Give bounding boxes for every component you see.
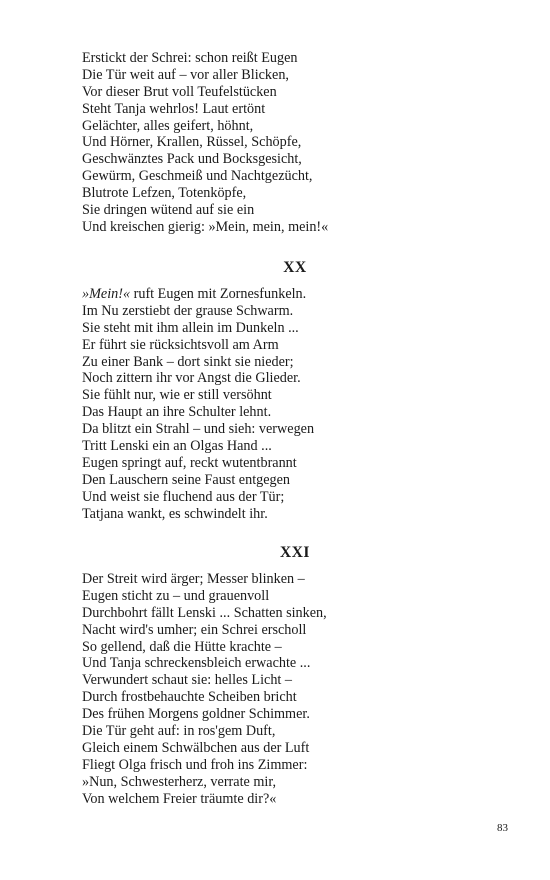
verse-italic-word: »Mein!« — [82, 286, 131, 302]
verse-line: Blutrote Lefzen, Totenköpfe, — [82, 185, 247, 202]
verse-line: Sie steht mit ihm allein im Dunkeln ... — [82, 319, 299, 336]
verse-line: Fliegt Olga frisch und froh ins Zimmer: — [82, 756, 308, 773]
verse-line: Von welchem Freier träumte dir?« — [82, 790, 277, 807]
verse-line: Eugen springt auf, reckt wutentbrannt — [82, 454, 297, 471]
verse-line: Er führt sie rücksichtsvoll am Arm — [82, 336, 279, 353]
verse-line: Nacht wird's umher; ein Schrei erscholl — [82, 621, 307, 638]
page-number: 83 — [497, 822, 508, 834]
verse-line: Da blitzt ein Strahl – und sieh: verwegen — [82, 421, 315, 438]
verse-line: Gleich einem Schwälbchen aus der Luft — [82, 739, 310, 756]
verse-line: Tritt Lenski ein an Olgas Hand ... — [82, 438, 272, 455]
verse-line: Steht Tanja wehrlos! Laut ertönt — [82, 100, 266, 117]
verse-line: Den Lauschern seine Faust entgegen — [82, 471, 291, 488]
verse-line: Durch frostbehauchte Scheiben bricht — [82, 689, 297, 706]
verse-line: Im Nu zerstiebt der grause Schwarm. — [82, 302, 294, 319]
verse-line: Das Haupt an ihre Schulter lehnt. — [82, 404, 272, 421]
verse-line: Und Hörner, Krallen, Rüssel, Schöpfe, — [82, 134, 302, 151]
verse-line — [82, 286, 482, 303]
stanza-heading-xxi: XXI — [280, 544, 310, 561]
verse-line: Eugen sticht zu – und grauenvoll — [82, 587, 270, 604]
stanza-21 — [82, 571, 482, 807]
verse-line: Des frühen Morgens goldner Schimmer. — [82, 706, 310, 723]
verse-line: Sie fühlt nur, wie er still versöhnt — [82, 387, 272, 404]
stanza-heading-xx: XX — [283, 259, 307, 276]
verse-line: Tatjana wankt, es schwindelt ihr. — [82, 505, 268, 522]
verse-line: Gelächter, alles geifert, höhnt, — [82, 117, 254, 134]
verse-line: Und kreischen gierig: »Mein, mein, mein!« — [82, 218, 329, 235]
verse-line: Geschwänztes Pack und Bocksgesicht, — [82, 151, 302, 168]
verse-line: Vor dieser Brut voll Teufelstücken — [82, 83, 277, 100]
verse-line: Gewürm, Geschmeiß und Nachtgezücht, — [82, 168, 313, 185]
verse-line: Durchbohrt fällt Lenski ... Schatten sinken, — [82, 604, 327, 621]
verse-line: So gellend, daß die Hütte krachte – — [82, 638, 282, 655]
stanza-20 — [82, 286, 482, 522]
verse-line: Die Tür weit auf – vor aller Blicken, — [82, 66, 289, 83]
verse-line: Erstickt der Schrei: schon reißt Eugen — [82, 50, 298, 66]
verse-line: Und weist sie fluchend aus der Tür; — [82, 488, 285, 505]
verse-line-rest: ruft Eugen mit Zornesfunkeln. — [130, 286, 307, 302]
stanza-19 — [82, 50, 482, 236]
verse-line: Noch zittern ihr vor Angst die Glieder. — [82, 370, 301, 387]
verse-line: Sie dringen wütend auf sie ein — [82, 202, 255, 219]
verse-line: Und Tanja schreckensbleich erwachte ... — [82, 655, 311, 672]
verse-line: »Nun, Schwesterherz, verrate mir, — [82, 773, 277, 790]
verse-line: Der Streit wird ärger; Messer blinken – — [82, 571, 305, 587]
verse-line: Verwundert schaut sie: helles Licht – — [82, 672, 292, 689]
verse-line: Zu einer Bank – dort sinkt sie nieder; — [82, 353, 294, 370]
verse-line: Die Tür geht auf: in ros'gem Duft, — [82, 723, 276, 740]
